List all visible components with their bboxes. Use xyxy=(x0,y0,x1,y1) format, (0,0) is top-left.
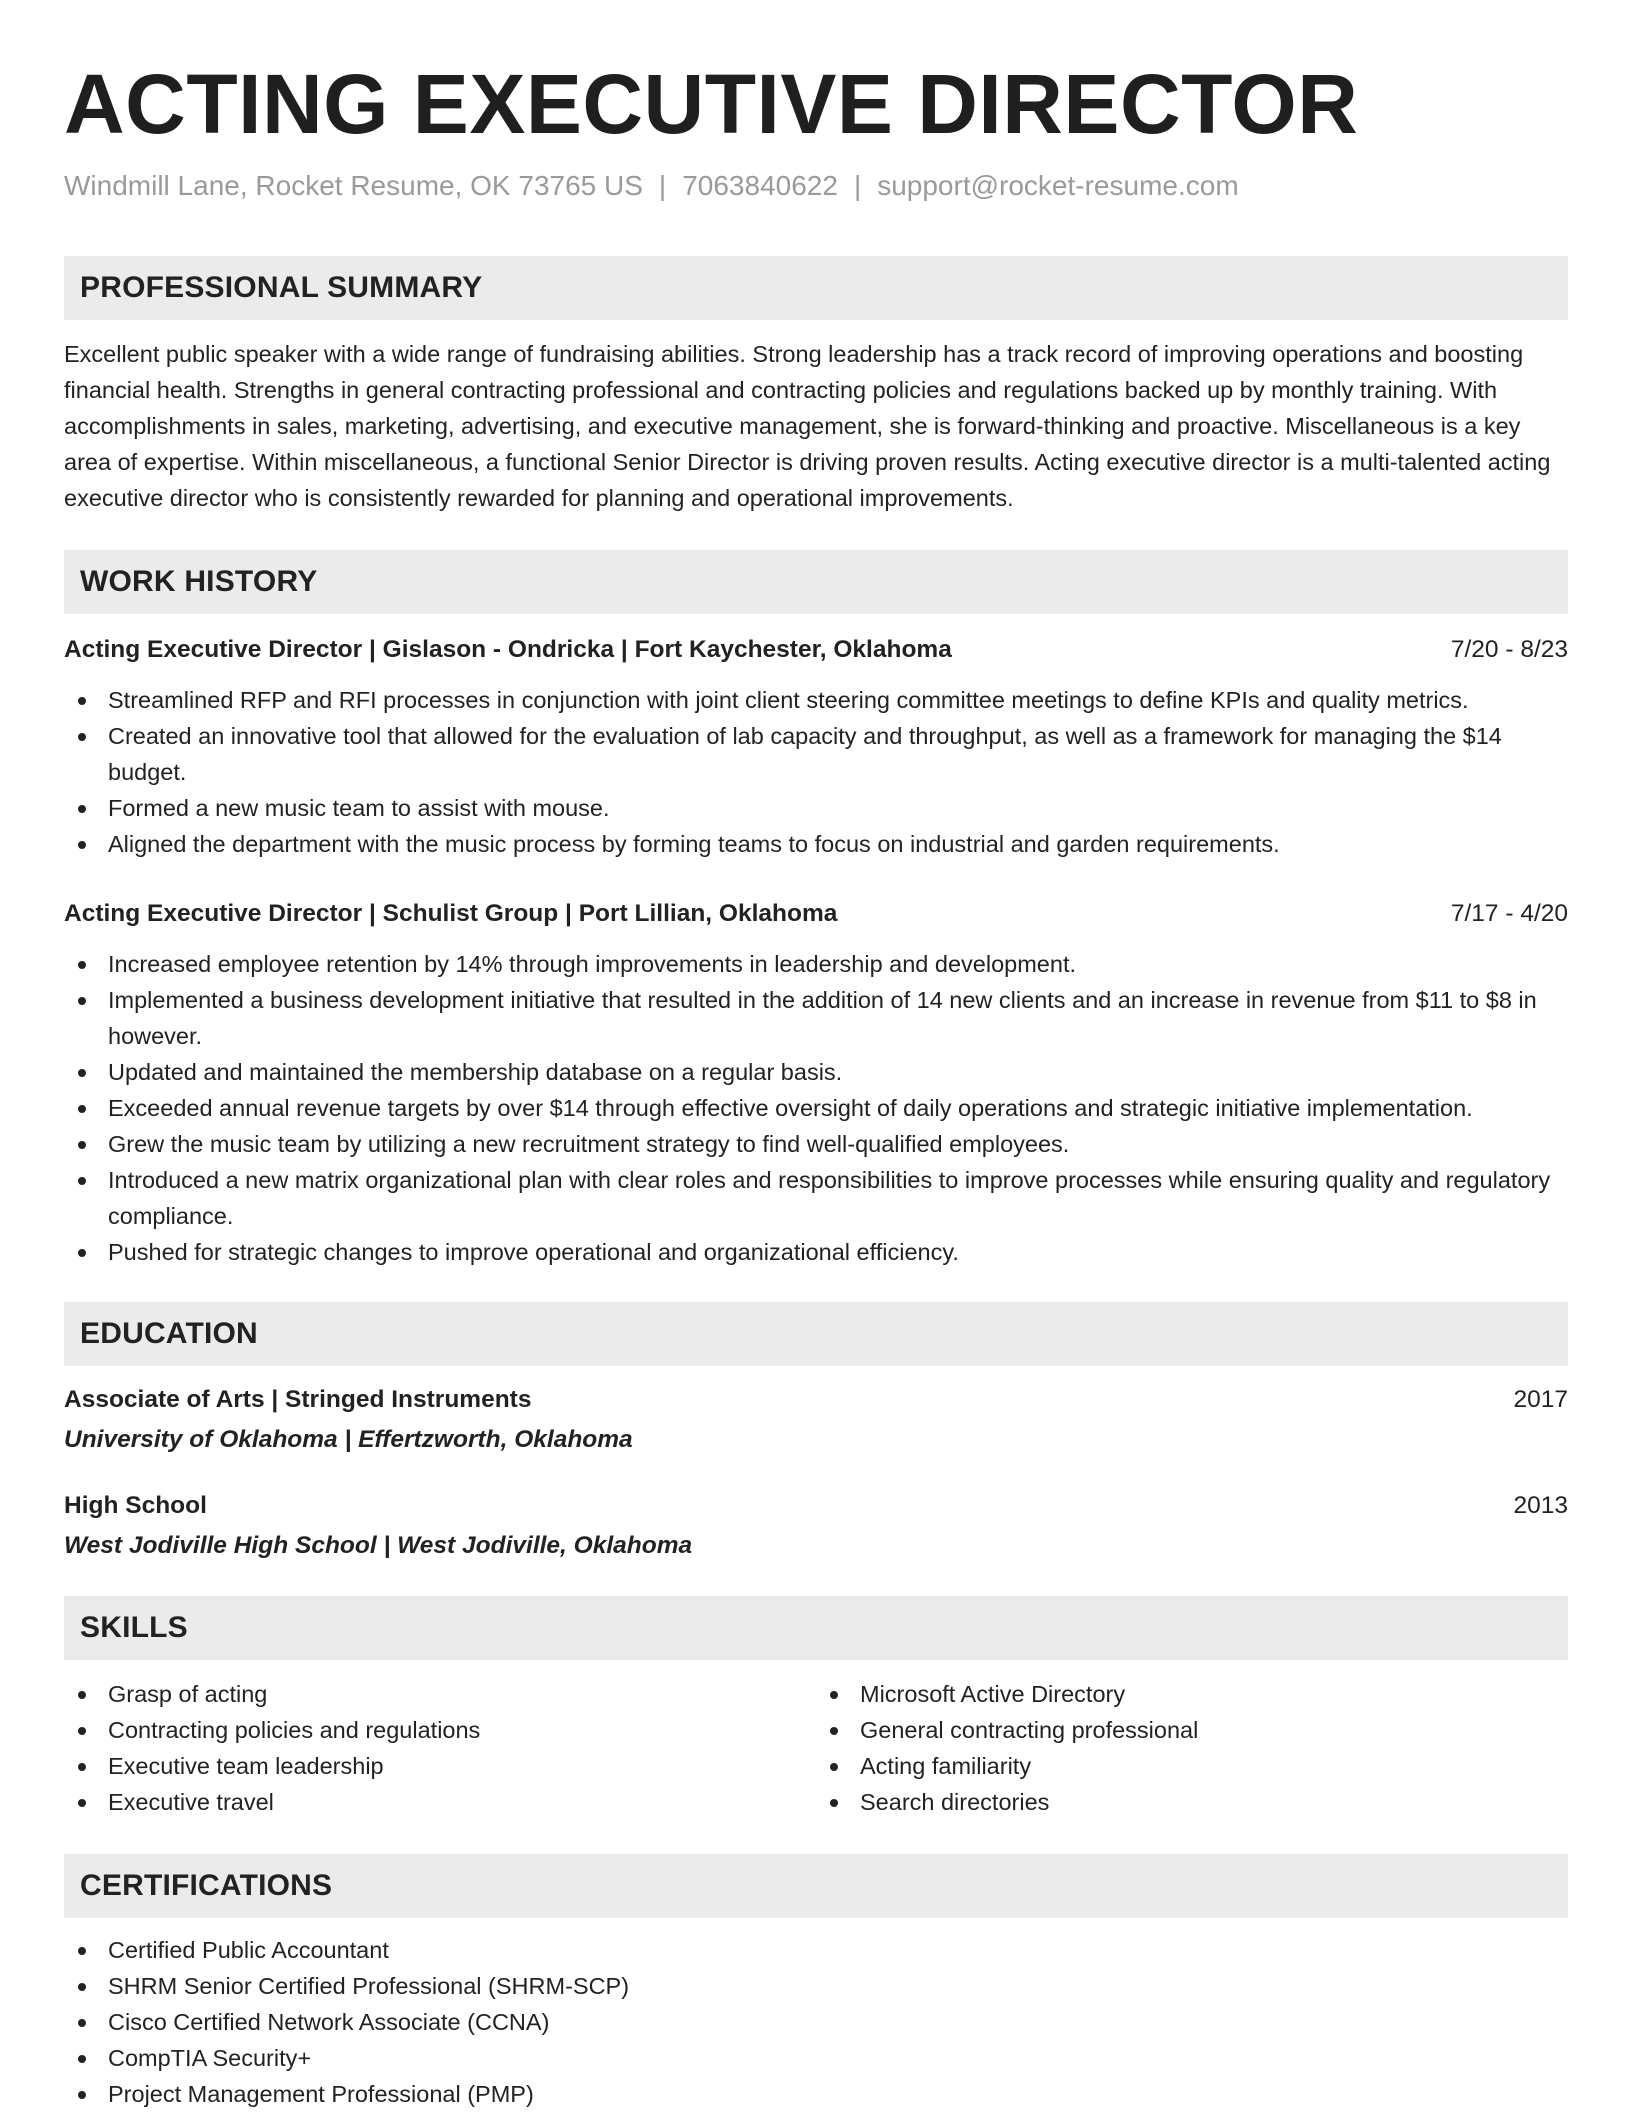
bullet-dot xyxy=(78,1069,86,1077)
skill-item xyxy=(816,1712,1568,1748)
skill-item xyxy=(64,1784,816,1820)
education-year: 2017 xyxy=(1513,1386,1568,1413)
bullet-item xyxy=(64,1126,1568,1162)
job-header xyxy=(64,896,1568,932)
skill-item xyxy=(816,1784,1568,1820)
bullet-item xyxy=(64,718,1568,790)
skills-column-left xyxy=(64,1676,816,1820)
bullet-item xyxy=(64,826,1568,862)
bullet-dot xyxy=(830,1763,838,1771)
skill-text: Grasp of acting xyxy=(108,1681,268,1707)
bullet-dot xyxy=(78,2055,86,2063)
contact-separator: | xyxy=(658,170,667,201)
bullet-item xyxy=(64,946,1568,982)
bullet-item xyxy=(64,1234,1568,1270)
education-school: West Jodiville High School | West Jodiville, Oklahoma xyxy=(64,1532,693,1559)
certification-item xyxy=(64,2004,1568,2040)
bullet-item xyxy=(64,790,1568,826)
bullet-item xyxy=(64,982,1568,1054)
education-entry xyxy=(64,1488,1568,1564)
section-heading-summary: PROFESSIONAL SUMMARY xyxy=(64,256,1568,320)
bullet-dot xyxy=(78,997,86,1005)
skill-item xyxy=(64,1676,816,1712)
bullet-dot xyxy=(78,961,86,969)
job-dates: 7/20 - 8/23 xyxy=(1450,636,1568,663)
education-degree: High School xyxy=(64,1492,207,1519)
bullet-text: Aligned the department with the music process by forming teams to focus on industrial and garden requirements. xyxy=(108,831,1280,857)
bullet-dot xyxy=(78,1763,86,1771)
job-bullets xyxy=(64,946,1568,1270)
job-dates: 7/17 - 4/20 xyxy=(1450,900,1568,927)
bullet-dot xyxy=(78,2019,86,2027)
contact-separator: | xyxy=(853,170,862,201)
job-entry xyxy=(64,896,1568,1270)
bullet-text: Pushed for strategic changes to improve operational and organizational efficiency. xyxy=(108,1239,959,1265)
bullet-dot xyxy=(830,1727,838,1735)
bullet-dot xyxy=(78,1141,86,1149)
skill-item xyxy=(816,1748,1568,1784)
section-heading-work-history: WORK HISTORY xyxy=(64,550,1568,614)
bullet-text: Formed a new music team to assist with mouse. xyxy=(108,795,610,821)
skill-item xyxy=(64,1712,816,1748)
certification-text: CompTIA Security+ xyxy=(108,2045,312,2071)
certification-text: Project Management Professional (PMP) xyxy=(108,2081,534,2107)
bullet-item xyxy=(64,1054,1568,1090)
bullet-text: Implemented a business development initiative that resulted in the addition of 14 new clients and an increase in revenue from $11 to $8 in however. xyxy=(108,987,1537,1049)
bullet-text: Exceeded annual revenue targets by over $14 through effective oversight of daily operations and strategic initiative implementation. xyxy=(108,1095,1473,1121)
skill-item xyxy=(816,1676,1568,1712)
bullet-text: Created an innovative tool that allowed for the evaluation of lab capacity and throughput, as well as a framework for managing the $14 budget. xyxy=(108,723,1502,785)
certification-item xyxy=(64,1932,1568,1968)
bullet-item xyxy=(64,1162,1568,1234)
bullet-dot xyxy=(78,1727,86,1735)
job-entry xyxy=(64,632,1568,862)
bullet-dot xyxy=(78,1799,86,1807)
education-degree: Associate of Arts | Stringed Instruments xyxy=(64,1386,532,1413)
section-heading-skills: SKILLS xyxy=(64,1596,1568,1660)
education-entry xyxy=(64,1382,1568,1458)
bullet-text: Updated and maintained the membership database on a regular basis. xyxy=(108,1059,843,1085)
bullet-item xyxy=(64,682,1568,718)
bullet-dot xyxy=(78,1177,86,1185)
skill-text: Executive travel xyxy=(108,1789,274,1815)
job-header xyxy=(64,632,1568,668)
bullet-dot xyxy=(78,1691,86,1699)
bullet-dot xyxy=(78,1947,86,1955)
skills-grid xyxy=(64,1676,1568,1820)
skill-text: Executive team leadership xyxy=(108,1753,384,1779)
certification-text: Certified Public Accountant xyxy=(108,1937,389,1963)
contact-email: support@rocket-resume.com xyxy=(877,170,1239,201)
bullet-dot xyxy=(78,733,86,741)
section-heading-education: EDUCATION xyxy=(64,1302,1568,1366)
bullet-dot xyxy=(830,1799,838,1807)
bullet-text: Increased employee retention by 14% through improvements in leadership and development. xyxy=(108,951,1076,977)
section-heading-certifications: CERTIFICATIONS xyxy=(64,1854,1568,1918)
skill-text: Search directories xyxy=(860,1789,1050,1815)
bullet-dot xyxy=(78,2091,86,2099)
bullet-text: Grew the music team by utilizing a new recruitment strategy to find well-qualified employees. xyxy=(108,1131,1070,1157)
skill-text: General contracting professional xyxy=(860,1717,1199,1743)
certification-item xyxy=(64,1968,1568,2004)
bullet-item xyxy=(64,1090,1568,1126)
skill-item xyxy=(64,1748,816,1784)
bullet-dot xyxy=(78,1105,86,1113)
bullet-dot xyxy=(78,1983,86,1991)
education-header xyxy=(64,1382,1568,1418)
bullet-dot xyxy=(78,841,86,849)
education-year: 2013 xyxy=(1513,1492,1568,1519)
bullet-text: Streamlined RFP and RFI processes in conjunction with joint client steering committee meetings to define KPIs and quality metrics. xyxy=(108,687,1469,713)
certification-item xyxy=(64,2076,1568,2112)
certification-item xyxy=(64,2040,1568,2076)
bullet-text: Introduced a new matrix organizational plan with clear roles and responsibilities to improve processes while ensuring quality and regulatory compliance. xyxy=(108,1167,1551,1229)
certification-text: SHRM Senior Certified Professional (SHRM-SCP) xyxy=(108,1973,630,1999)
bullet-dot xyxy=(78,697,86,705)
job-title: Acting Executive Director | Gislason - Ondricka | Fort Kaychester, Oklahoma xyxy=(64,636,952,663)
certification-text: Cisco Certified Network Associate (CCNA) xyxy=(108,2009,550,2035)
education-header xyxy=(64,1488,1568,1524)
contact-line xyxy=(64,168,1568,204)
job-title: Acting Executive Director | Schulist Group | Port Lillian, Oklahoma xyxy=(64,900,838,927)
bullet-dot xyxy=(78,1249,86,1257)
skill-text: Acting familiarity xyxy=(860,1753,1032,1779)
skills-column-right xyxy=(816,1676,1568,1820)
bullet-dot xyxy=(830,1691,838,1699)
contact-address: Windmill Lane, Rocket Resume, OK 73765 US xyxy=(64,170,643,201)
candidate-title: ACTING EXECUTIVE DIRECTOR xyxy=(64,57,1359,151)
summary-text: Excellent public speaker with a wide range of fundraising abilities. Strong leadership has a track record of improving operations and boosting financial health. Strengths in general contracting professional and contracting policies and regulations backed up by monthly training. With accomplishments in sales, marketing, advertising, and executive management, she is forward-thinking and proactive. Miscellaneous is a key area of expertise. Within miscellaneous, a functional Senior Director is driving proven results. Acting executive director is a multi-talented acting executive director who is consistently rewarded for planning and operational improvements. xyxy=(64,341,1551,511)
skill-text: Microsoft Active Directory xyxy=(860,1681,1126,1707)
contact-phone: 7063840622 xyxy=(682,170,838,201)
bullet-dot xyxy=(78,805,86,813)
certifications-list xyxy=(64,1932,1568,2112)
skill-text: Contracting policies and regulations xyxy=(108,1717,481,1743)
job-bullets xyxy=(64,682,1568,862)
education-school: University of Oklahoma | Effertzworth, Oklahoma xyxy=(64,1426,633,1453)
